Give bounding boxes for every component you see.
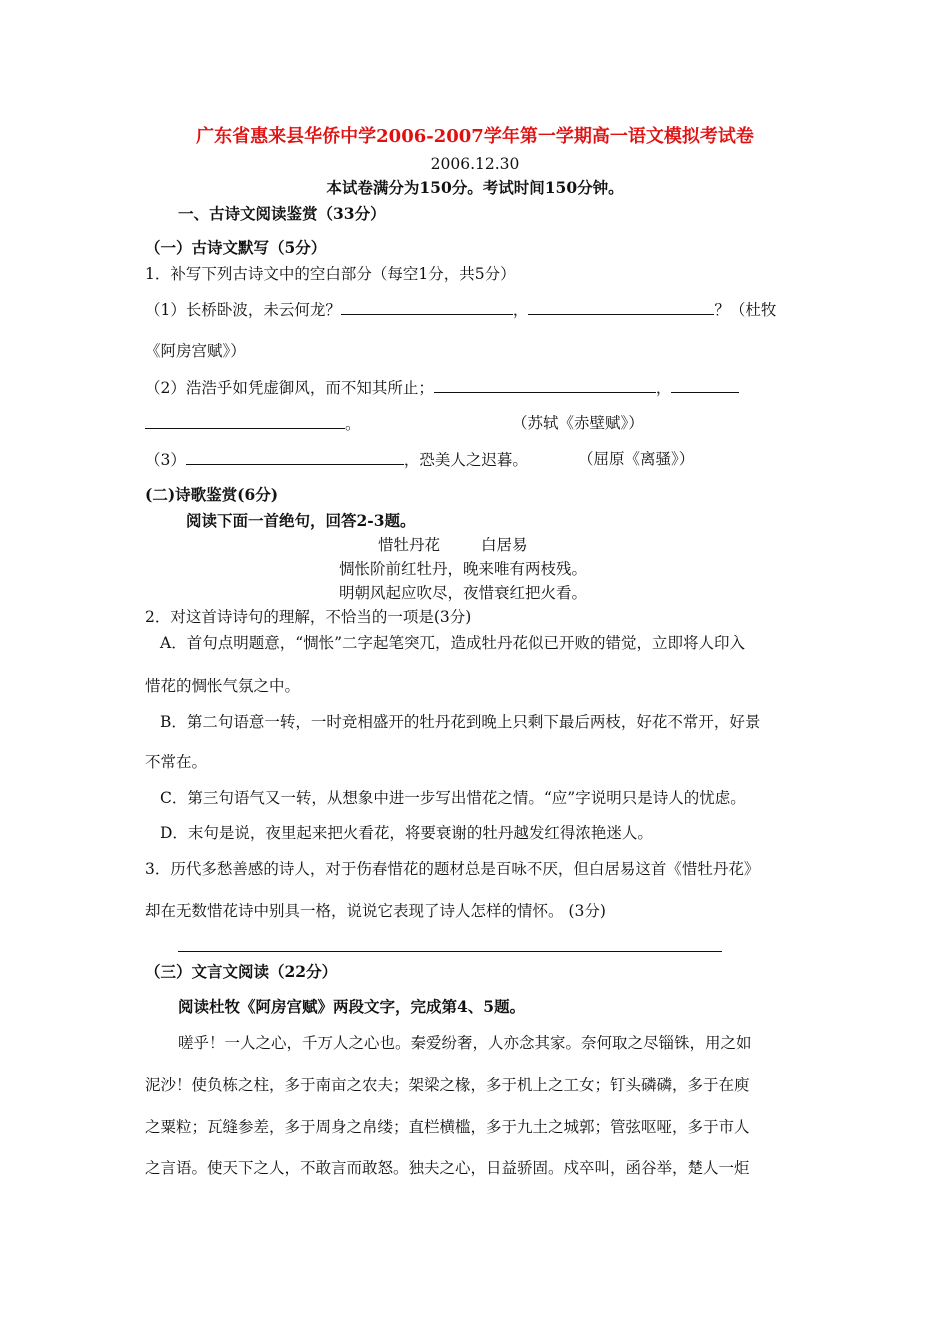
answer-blank[interactable] bbox=[671, 377, 739, 393]
part2-instruction: 阅读下面一首绝句，回答2-3题。 bbox=[186, 511, 416, 530]
q1-item2-cont bbox=[145, 413, 361, 434]
question-2: 2．对这首诗诗句的理解，不恰当的一项是(3分) bbox=[145, 608, 472, 626]
q1-item1-source: 《阿房宫赋》） bbox=[145, 342, 246, 360]
option-c: C．第三句语气又一转，从想象中进一步写出惜花之情。“应”字说明只是诗人的忧虑。 bbox=[160, 789, 746, 807]
q1-item3-source: （屈原《离骚》） bbox=[578, 450, 695, 468]
question-3-line2: 却在无数惜花诗中别具一格，说说它表现了诗人怎样的情怀。 (3分) bbox=[145, 902, 606, 920]
answer-blank[interactable] bbox=[341, 299, 513, 315]
exam-date: 2006.12.30 bbox=[430, 155, 520, 173]
q1-item2-text: （2）浩浩乎如凭虚御风，而不知其所止； bbox=[145, 379, 434, 397]
answer-line[interactable] bbox=[178, 951, 722, 952]
option-a-line1: A．首句点明题意，“惆怅”二字起笔突兀，造成牡丹花似已开败的错觉，立即将人印入 bbox=[160, 634, 746, 652]
q1-item2 bbox=[145, 377, 739, 398]
q1-item1-qmark: ？（杜牧 bbox=[714, 301, 777, 319]
q1-item3-text: ，恐美人之迟暮。 bbox=[403, 451, 528, 469]
option-d: D．末句是说，夜里起来把火看花，将要衰谢的牡丹越发红得浓艳迷人。 bbox=[160, 824, 653, 842]
part3-heading: （三）文言文阅读（22分） bbox=[145, 962, 338, 981]
exam-info: 本试卷满分为150分。考试时间150分钟。 bbox=[326, 178, 624, 197]
poem-author: 白居易 bbox=[481, 536, 528, 554]
q1-item3-num: （3） bbox=[145, 451, 186, 469]
q1-item2-source: （苏轼《赤壁赋》） bbox=[512, 414, 644, 432]
section1-heading: 一、古诗文阅读鉴赏（33分） bbox=[178, 204, 386, 223]
part3-instruction: 阅读杜牧《阿房宫赋》两段文字，完成第4、5题。 bbox=[178, 997, 526, 1016]
answer-blank[interactable] bbox=[528, 299, 714, 315]
answer-blank[interactable] bbox=[186, 449, 404, 465]
poem-line-1: 惆怅阶前红牡丹，晚来唯有两枝残。 bbox=[339, 560, 588, 578]
question-1: 1．补写下列古诗文中的空白部分（每空1分，共5分） bbox=[145, 265, 516, 283]
poem-line-2: 明朝风起应吹尽，夜惜衰红把火看。 bbox=[339, 584, 588, 602]
option-a-line2: 惜花的惆怅气氛之中。 bbox=[145, 677, 301, 695]
option-b-line2: 不常在。 bbox=[145, 753, 208, 771]
q1-item1-comma: ， bbox=[512, 301, 529, 319]
answer-blank[interactable] bbox=[145, 413, 345, 429]
part2-heading: (二)诗歌鉴赏(6分) bbox=[145, 485, 279, 504]
question-3-line1: 3．历代多愁善感的诗人，对于伤春惜花的题材总是百咏不厌，但白居易这首《惜牡丹花》 bbox=[145, 860, 760, 878]
q1-item2-period: 。 bbox=[345, 415, 361, 433]
option-b-line1: B．第二句语意一转，一时竞相盛开的牡丹花到晚上只剩下最后两枝，好花不常开，好景 bbox=[160, 713, 761, 731]
passage-line-4: 之言语。使天下之人，不敢言而敢怒。独夫之心，日益骄固。戍卒叫，函谷举，楚人一炬 bbox=[145, 1159, 750, 1177]
passage-line-3: 之粟粒；瓦缝参差，多于周身之帛缕；直栏横槛，多于九土之城郭；管弦呕哑，多于市人 bbox=[145, 1118, 750, 1136]
passage-line-2: 泥沙！使负栋之柱，多于南亩之农夫；架梁之椽，多于机上之工女；钉头磷磷，多于在庾 bbox=[145, 1076, 750, 1094]
answer-blank[interactable] bbox=[434, 377, 656, 393]
q1-item1-text: （1）长桥卧波，未云何龙？ bbox=[145, 301, 341, 319]
passage-line-1: 嗟乎！一人之心，千万人之心也。秦爱纷奢，人亦念其家。奈何取之尽锱铢，用之如 bbox=[178, 1034, 752, 1052]
q1-item2-comma: ， bbox=[655, 379, 672, 397]
q1-item1 bbox=[145, 299, 776, 320]
poem-title: 惜牡丹花 bbox=[378, 536, 441, 554]
page-title: 广东省惠来县华侨中学2006-2007学年第一学期高一语文模拟考试卷 bbox=[196, 126, 754, 147]
part1-heading: （一）古诗文默写（5分） bbox=[145, 238, 327, 257]
q1-item3 bbox=[145, 449, 528, 470]
